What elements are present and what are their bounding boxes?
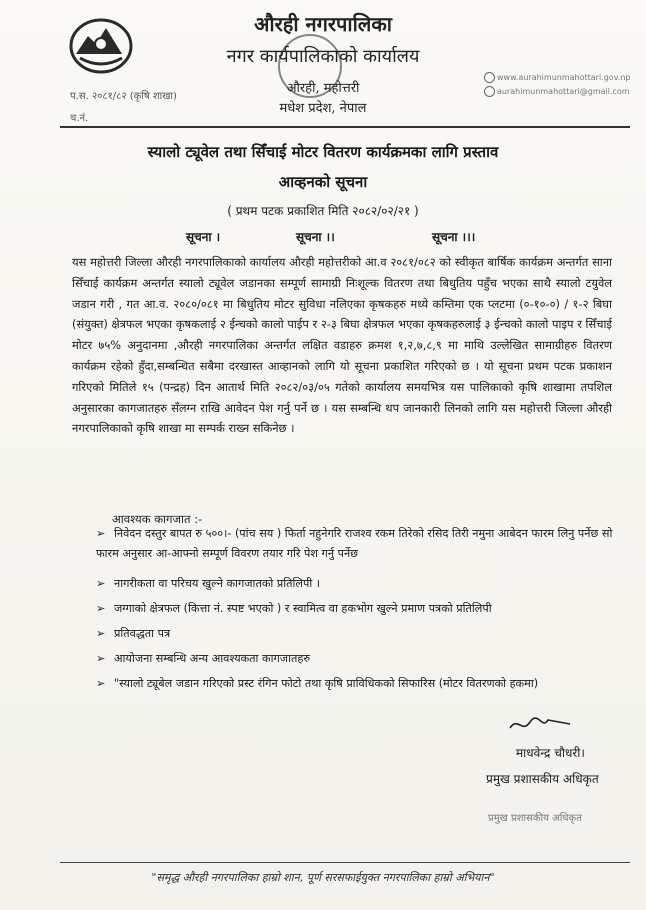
footer-slogan: "समृद्ध औरही नगरपालिका हाम्रो शान, पूर्ण सरसफाईयुक्त नगरपालिका हाम्रो अभियान" [151, 871, 495, 884]
requirement-text: निवेदन दस्तुर बापत रु ५००।- (पांच सय ) फिर्ता नहुनेगरि राजश्व रकम तिरेको रसिद तिरी नमुना आबेदन फारम लिनु पर्नेछ सो फारम अनुसार आ-आफ्नो सम्पूर्ण विवरण तयार गरि पेश गर्नु पर्नेछ [96, 527, 613, 560]
signature-stamp: प्रमुख प्रशासकीय अधिकृत [488, 813, 582, 824]
notice-label-2: सूचना ।। [296, 230, 335, 244]
office-name: नगर कार्यपालिकाको कार्यालय [226, 46, 420, 67]
office-address: मधेश प्रदेश, नेपाल [279, 101, 367, 116]
arrow-bullet-icon: ➢ [96, 627, 106, 640]
requirement-text: प्रतिवद्धता पत्र [114, 627, 171, 640]
arrow-bullet-icon: ➢ [96, 652, 106, 665]
dispatch-number: च.नं. [70, 113, 89, 124]
signatory-title: प्रमुख प्रशासकीय अधिकृत [486, 772, 599, 786]
globe-icon [484, 72, 495, 83]
requirement-text: "स्यालो ट्यूबेल जडान गरिएको प्रस्ट रंगिन फोटो तथा कृषि प्राविधिकको सिफारिस (मोटर वितरणको हकमा) [114, 677, 539, 690]
signatory-name: माधवेन्द्र चौधरी। [516, 746, 585, 760]
notice-title-line2: आव्हनको सूचना [278, 173, 368, 191]
notice-label-1: सूचना । [186, 230, 221, 244]
requirement-item [96, 599, 616, 619]
office-location: औरही, महोत्तरी [286, 81, 360, 96]
arrow-bullet-icon: ➢ [96, 602, 106, 615]
requirement-text: आयोजना सम्बन्धि अन्य आवश्यकता कागजातहरु [114, 652, 311, 665]
requirement-item [96, 574, 616, 594]
municipality-name: औरही नगरपालिका [254, 12, 392, 36]
letter-reference-number: प.स. २०८१/८२ (कृषि शाखा) [70, 91, 177, 102]
requirement-item [96, 674, 616, 694]
requirement-item [96, 624, 616, 644]
email-icon [484, 86, 495, 97]
header-divider [60, 126, 630, 128]
email-text: aurahimunmahottari@gmail.com [497, 87, 630, 96]
requirement-item [96, 649, 616, 669]
notice-label-3: सूचना ।।। [432, 230, 476, 244]
requirement-text: नागरीकता वा परिचय खुल्ने कागजातको प्रतिलिपी । [114, 577, 321, 590]
website-contact [484, 72, 631, 83]
arrow-bullet-icon: ➢ [96, 577, 106, 590]
publish-date: ( प्रथम पटक प्रकाशित मिति २०८२/०२/२१ ) [227, 204, 419, 218]
notice-body: यस महोत्तरी जिल्ला औरही नगरपालिकाको कार्यालय औरही महोत्तरीको आ.व २०८१/०८२ को स्वीकृत बार्षिक कार्यक्रम अन्तर्गत साना सिँचाई कार्यक्रम अन्तर्गत स्यालो ट्यूवेल जडानका सम्पूर्ण सामाग्री निःशूल्क वितरण तथा बिधुतिय पहुँच भएका साथै स्यालो टयुवेल जडान गरी , गत आ.व. २०८०/०८१ मा बिधुतिय मोटर सुविधा नलिएका कृषकहरु मध्ये कम्तिमा एक प्लटमा (०-१०-०) / १-२ बिघा (संयुक्त) क्षेत्रफल भएका कृषकलाई २ ईन्चको कालो पाईप र २-३ बिघा क्षेत्रफल भएका कृषकहरुलाई ३ ईन्चको कालो पाइप र सिँचाई मोटर ७५% अनुदानमा ,औरही नगरपालिका अन्तर्गत लक्षित वडाहरु क्रमश १,२,७,८,९ मा माथि उल्लेखित सामाग्रीहरु वितरण कार्यक्रम रहेको हुँदा,सम्बन्धित सबैमा दरखास्त आव्हानको लागि यो सूचना प्रकाशित गरिएको छ । यो सूचना प्रथम पटक प्रकाशन गरिएको मितिले १५ (पन्द्रह) दिन आतार्थ मिति २०८२/०३/०५ गतेको कार्यालय समयभित्र यस पालिकाको कृषि शाखामा तपशिल अनुसारका कागजातहरु सँलग्न राखि आवेदन पेश गर्नु पर्ने छ । यस सम्बन्धि थप जानकारी लिनको लागि यस महोत्तरी जिल्ला औरही नगरपालिकाको कृषि शाखा मा सम्पर्क राख्न सकिनेछ । [72, 255, 612, 436]
requirement-text: जग्गाको क्षेत्रफल (कित्ता नं. स्पष्ट भएको ) र स्वामित्व वा हकभोग खुल्ने प्रमाण पत्रको प्रतिलिपी [114, 602, 492, 615]
required-documents-heading: आवश्यक कागजात :- [112, 512, 203, 526]
email-contact [484, 86, 630, 97]
requirement-item [96, 524, 616, 564]
footer-divider [60, 862, 630, 863]
signature-scribble [508, 712, 572, 736]
notice-title-line1: स्यालो ट्यूवेल तथा सिँचाई मोटर वितरण कार्यक्रमका लागि प्रस्ताव [147, 143, 499, 161]
arrow-bullet-icon: ➢ [96, 677, 106, 690]
arrow-bullet-icon: ➢ [96, 527, 106, 540]
website-text: www.aurahimunmahottari.gov.np [497, 73, 631, 82]
